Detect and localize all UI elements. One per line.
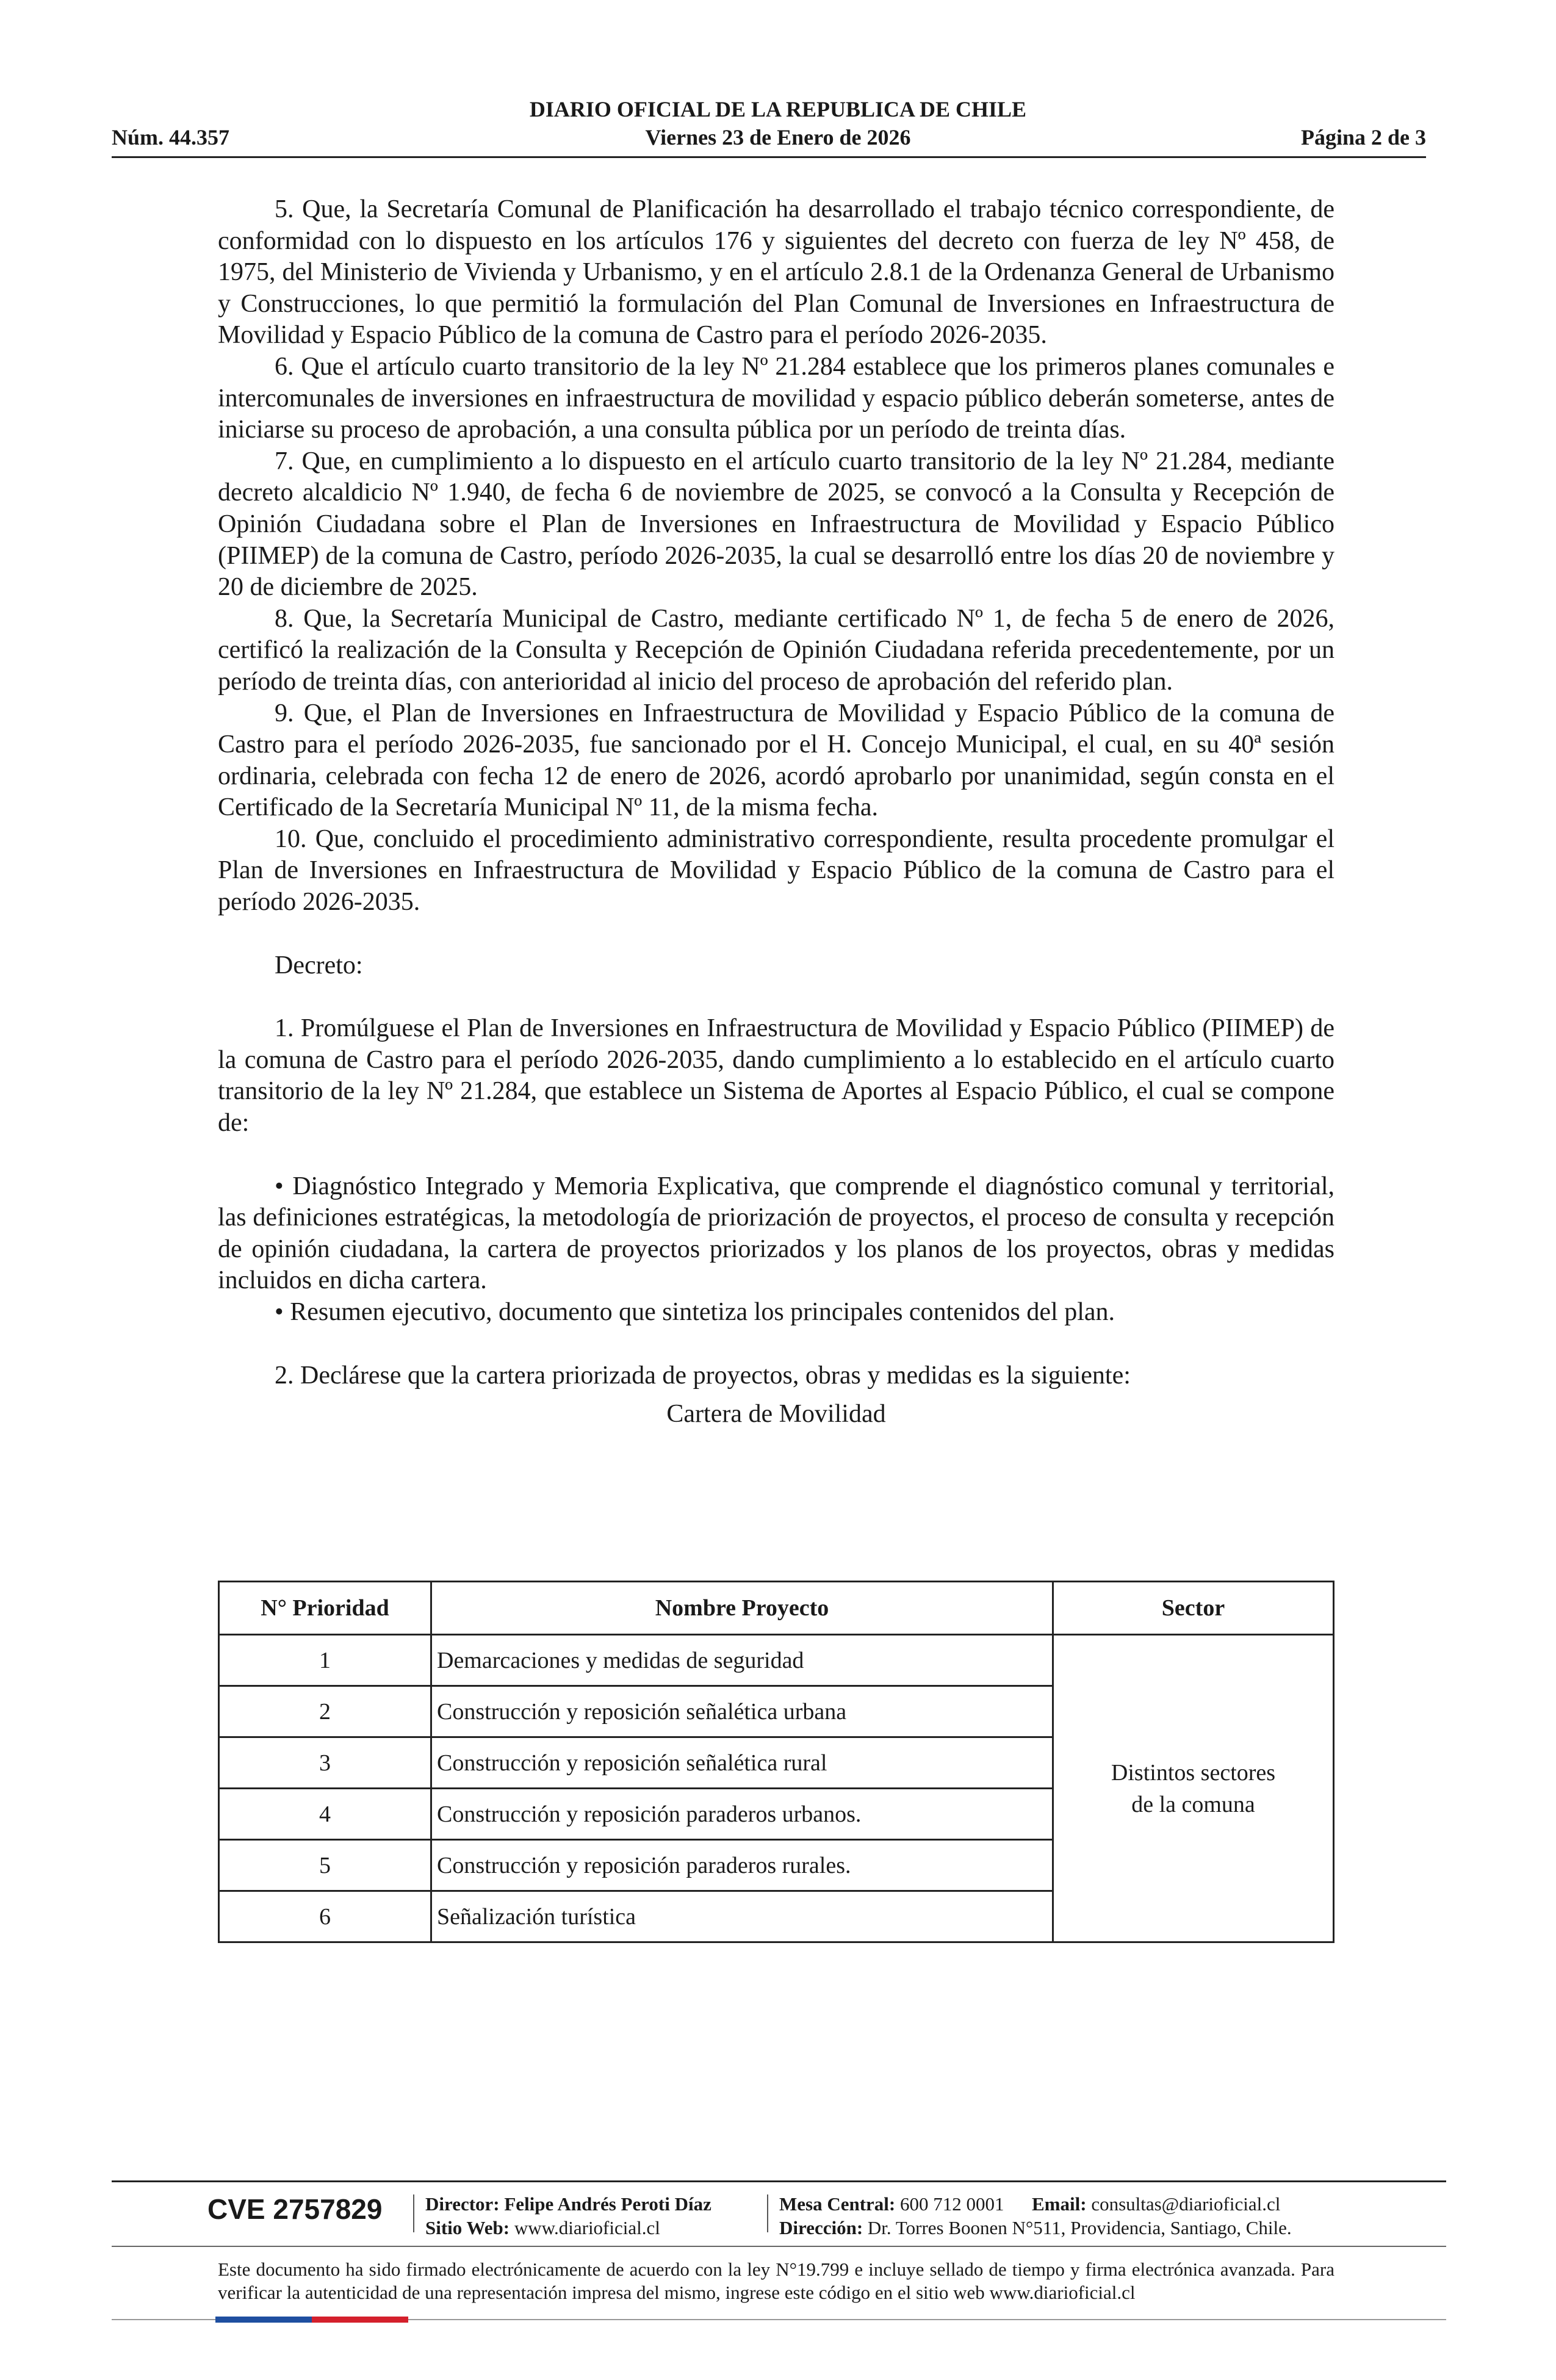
masthead-title: DIARIO OFICIAL DE LA REPUBLICA DE CHILE: [529, 97, 1027, 121]
row-project-name: Construcción y reposición paraderos urbanos.: [431, 1789, 1053, 1840]
address-label: Dirección:: [779, 2217, 863, 2238]
row-project-name: Construcción y reposición señalética rural: [431, 1737, 1053, 1789]
footer-separator: [413, 2194, 414, 2232]
header-project-name: Nombre Proyecto: [431, 1582, 1053, 1635]
considerando-8: 8. Que, la Secretaría Municipal de Castro, mediante certificado Nº 1, de fecha 5 de enero de 2026, certificó la realización de la Consulta y Recepción de Opinión Ciudadana referida precedentemente, por un período de treinta días, con anterioridad al inicio del proceso de aprobación del referido plan.: [218, 604, 1334, 696]
director-line: [425, 2193, 711, 2216]
director-label: Director:: [425, 2193, 500, 2215]
website-line: [425, 2216, 660, 2240]
page-indicator: Página 2 de 3: [1300, 125, 1426, 150]
considerando-10: 10. Que, concluido el procedimiento administrativo correspondiente, resulta procedente promulgar el Plan de Inversiones en Infraestructura de Movilidad y Espacio Público de la comuna de Castro para el período 2026-2035.: [218, 824, 1334, 917]
bullet-resumen: • Resumen ejecutivo, documento que sintetiza los principales contenidos del plan.: [275, 1298, 1115, 1326]
row-priority: 3: [219, 1737, 431, 1789]
decreto-label: Decreto:: [275, 951, 363, 979]
cve-code: CVE 2757829: [207, 2193, 383, 2225]
legal-notice: Este documento ha sido firmado electrónicamente de acuerdo con la ley N°19.799 e incluye sellado de tiempo y firma electrónica avanzada. Para verificar la autenticidad de una representación impresa del mismo, ingrese este código en el sitio web www.diarioficial.cl: [218, 2259, 1334, 2303]
row-priority: 5: [219, 1840, 431, 1891]
issue-date: Viernes 23 de Enero de 2026: [645, 125, 911, 150]
document-body: [218, 194, 1334, 1430]
table-header-row: [219, 1582, 1334, 1635]
footer-divider-top: [112, 2180, 1446, 2182]
row-project-name: Construcción y reposición paraderos rurales.: [431, 1840, 1053, 1891]
flag-bar-blue: [215, 2317, 312, 2323]
issue-number: Núm. 44.357: [112, 125, 230, 150]
email-label: Email:: [1032, 2193, 1087, 2215]
row-project-name: Construcción y reposición señalética urbana: [431, 1686, 1053, 1737]
row-project-name: Señalización turística: [431, 1891, 1053, 1942]
footer-divider-mid: [112, 2246, 1446, 2247]
cartera-table: [218, 1581, 1334, 1943]
row-priority: 2: [219, 1686, 431, 1737]
table-title: Cartera de Movilidad: [666, 1400, 886, 1429]
bullet-diagnostico: • Diagnóstico Integrado y Memoria Explicativa, que comprende el diagnóstico comunal y territorial, las definiciones estratégicas, la metodología de priorización de proyectos, el proceso de consulta y recepción de opinión ciudadana, la cartera de proyectos priorizados y los planos de los proyectos, obras y medidas incluidos en dicha cartera.: [218, 1172, 1334, 1295]
row-project-name: Demarcaciones y medidas de seguridad: [431, 1635, 1053, 1686]
contact-line: [779, 2193, 1280, 2216]
decree-article-1: 1. Promúlguese el Plan de Inversiones en Infraestructura de Movilidad y Espacio Público (PIIMEP) de la comuna de Castro para el período 2026-2035, dando cumplimiento a lo establecido en el artículo cuarto transitorio de la ley Nº 21.284, que establece un Sistema de Aportes al Espacio Público, el cual se compone de:: [218, 1014, 1334, 1138]
footer-separator: [767, 2194, 768, 2232]
considerando-9: 9. Que, el Plan de Inversiones en Infraestructura de Movilidad y Espacio Público de la comuna de Castro para el período 2026-2035, fue sancionado por el H. Concejo Municipal, el cual, en su 40ª sesión ordinaria, celebrada con fecha 12 de enero de 2026, acordó aprobarlo por unanimidad, según consta en el Certificado de la Secretaría Municipal Nº 11, de la misma fecha.: [218, 699, 1334, 822]
considerando-7: 7. Que, en cumplimiento a lo dispuesto en el artículo cuarto transitorio de la ley Nº 21.284, mediante decreto alcaldicio Nº 1.940, de fecha 6 de noviembre de 2025, se convocó a la Consulta y Recepción de Opinión Ciudadana sobre el Plan de Inversiones en Infraestructura de Movilidad y Espacio Público (PIIMEP) de la comuna de Castro, período 2026-2035, la cual se desarrolló entre los días 20 de noviembre y 20 de diciembre de 2025.: [218, 447, 1334, 602]
mesa-label: Mesa Central:: [779, 2193, 896, 2215]
address-text: Dr. Torres Boonen N°511, Providencia, Santiago, Chile.: [867, 2217, 1292, 2238]
row-priority: 4: [219, 1789, 431, 1840]
flag-bar-red: [312, 2317, 408, 2323]
row-priority: 1: [219, 1635, 431, 1686]
table-row: [219, 1635, 1334, 1686]
header-divider: [112, 156, 1426, 158]
header-sector: Sector: [1053, 1582, 1334, 1635]
director-name: Felipe Andrés Peroti Díaz: [504, 2193, 711, 2215]
mesa-phone: 600 712 0001: [900, 2193, 1004, 2215]
address-line: [779, 2216, 1292, 2240]
website-label: Sitio Web:: [425, 2217, 510, 2238]
considerando-5: 5. Que, la Secretaría Comunal de Planificación ha desarrollado el trabajo técnico correspondiente, de conformidad con lo dispuesto en los artículos 176 y siguientes del decreto con fuerza de ley Nº 458, de 1975, del Ministerio de Vivienda y Urbanismo, y en el artículo 2.8.1 de la Ordenanza General de Urbanismo y Construcciones, lo que permitió la formulación del Plan Comunal de Inversiones en Infraestructura de Movilidad y Espacio Público de la comuna de Castro para el período 2026-2035.: [218, 195, 1334, 350]
decree-article-2: 2. Declárese que la cartera priorizada de proyectos, obras y medidas es la siguiente:: [275, 1361, 1131, 1390]
considerando-6: 6. Que el artículo cuarto transitorio de la ley Nº 21.284 establece que los primeros planes comunales e intercomunales de inversiones en infraestructura de movilidad y espacio público deberán someterse, antes de iniciarse su proceso de aprobación, a una consulta pública por un período de treinta días.: [218, 352, 1334, 444]
sector-line-2: de la comuna: [1131, 1791, 1255, 1817]
header-priority: N° Prioridad: [219, 1582, 431, 1635]
sector-line-1: Distintos sectores: [1111, 1759, 1276, 1786]
sector-cell: [1053, 1635, 1334, 1942]
website-link[interactable]: www.diarioficial.cl: [514, 2217, 660, 2238]
email-link[interactable]: consultas@diarioficial.cl: [1091, 2193, 1281, 2215]
row-priority: 6: [219, 1891, 431, 1942]
